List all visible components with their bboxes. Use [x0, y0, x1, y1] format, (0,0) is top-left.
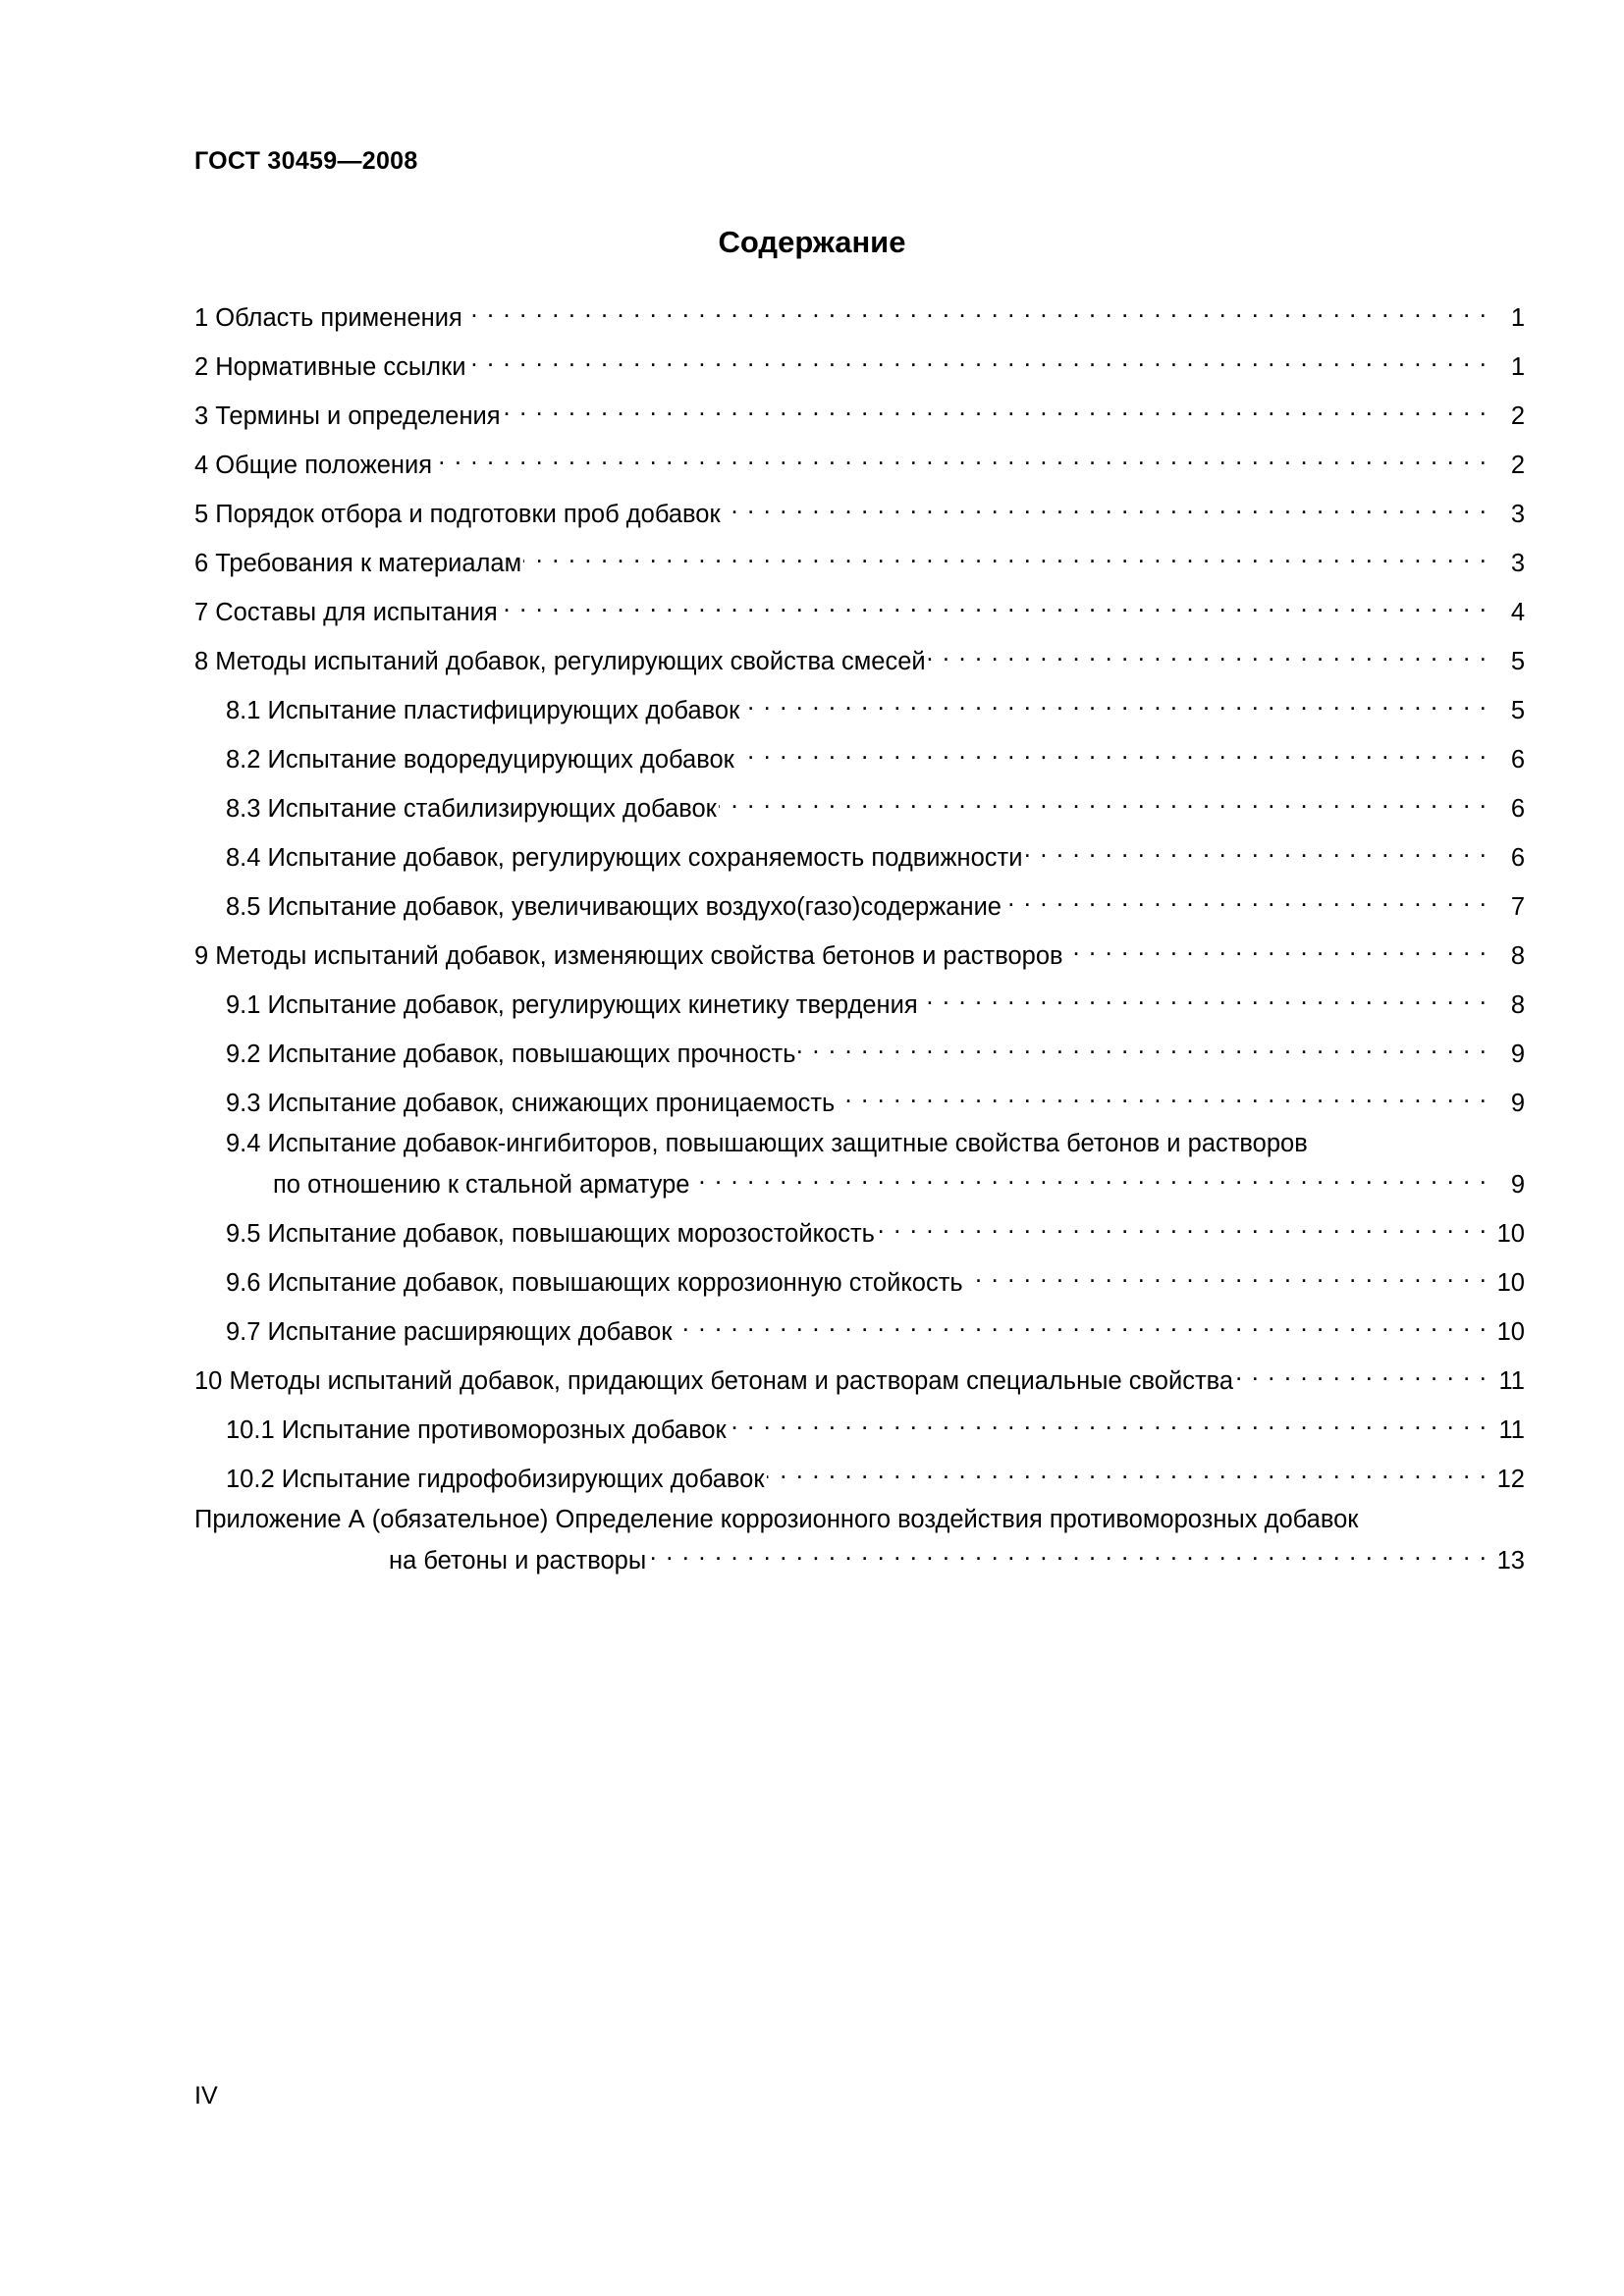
toc-entry-label: 1 Область применения [194, 304, 462, 332]
page-title: Содержание [718, 225, 906, 259]
toc-entry-label: по отношению к стальной арматуре [273, 1171, 690, 1199]
dot-leader [723, 490, 1488, 522]
toc-entry-page: 11 [1498, 1367, 1525, 1395]
toc-entry-label: 9.3 Испытание добавок, снижающих проницаемость [226, 1090, 836, 1117]
dot-leader [767, 1455, 1488, 1487]
dot-leader [1065, 932, 1488, 964]
toc-entry[interactable] [194, 588, 1525, 629]
toc-entry-label: 2 Нормативные ссылки [194, 353, 466, 381]
toc-entry[interactable] [194, 1209, 1525, 1251]
toc-entry-label: 9.1 Испытание добавок, регулирующих кинетику твердения [226, 991, 918, 1019]
toc-entry-label: 9.6 Испытание добавок, повышающих коррозионную стойкость [226, 1269, 963, 1297]
toc-entry[interactable] [194, 1258, 1525, 1300]
dot-leader [1024, 833, 1488, 866]
dot-leader [741, 686, 1488, 719]
toc-entry-label: 4 Общие положения [194, 452, 433, 479]
toc-entry[interactable] [194, 1030, 1525, 1071]
toc-entry[interactable] [194, 1455, 1525, 1496]
toc-entry-label: 8 Методы испытаний добавок, регулирующих свойства смесей [194, 648, 926, 675]
toc-entry-page: 3 [1510, 501, 1525, 528]
page-number: IV [194, 2082, 218, 2109]
toc-entry[interactable] [194, 1128, 1525, 1201]
toc-entry[interactable] [194, 735, 1525, 776]
toc-entry[interactable] [194, 932, 1525, 973]
toc-entry-page: 2 [1510, 452, 1525, 479]
dot-leader [928, 637, 1488, 669]
toc-entry[interactable] [194, 1079, 1525, 1120]
toc-entry[interactable] [194, 784, 1525, 826]
dot-leader [523, 539, 1488, 571]
toc-entry[interactable] [194, 1406, 1525, 1447]
document-code: ГОСТ 30459—2008 [194, 147, 418, 175]
dot-leader [837, 1079, 1488, 1111]
toc-entry-label: Приложение А (обязательное) Определение коррозионного воздействия противоморозных добавок [194, 1506, 1359, 1533]
toc-entry-label: 8.3 Испытание стабилизирующих добавок [226, 795, 717, 823]
dot-leader [798, 1030, 1488, 1062]
toc-entry-label: 9.4 Испытание добавок-ингибиторов, повышающих защитные свойства бетонов и растворов [226, 1130, 1308, 1157]
toc-entry-page: 6 [1510, 746, 1525, 774]
toc-entry-page: 10 [1496, 1269, 1525, 1297]
toc-entry-label: 8.1 Испытание пластифицирующих добавок [226, 697, 740, 724]
toc-entry-page: 6 [1510, 795, 1525, 823]
toc-entry[interactable] [194, 441, 1525, 482]
toc-entry-page: 4 [1510, 599, 1525, 626]
toc-entry-page: 2 [1510, 402, 1525, 430]
toc-entry-page: 6 [1510, 844, 1525, 872]
dot-leader [729, 1406, 1488, 1438]
toc-entry-label: 10.2 Испытание гидрофобизирующих добавок [226, 1466, 765, 1493]
toc-entry-label: 8.4 Испытание добавок, регулирующих сохраняемость подвижности [226, 844, 1023, 872]
dot-leader [503, 392, 1488, 424]
toc-entry[interactable] [194, 539, 1525, 580]
toc-entry-page: 12 [1496, 1466, 1525, 1493]
dot-leader [719, 784, 1488, 817]
toc-entry[interactable] [194, 392, 1525, 433]
toc-entry-page: 7 [1510, 893, 1525, 921]
dot-leader [1003, 882, 1488, 915]
toc-entry-label: 7 Составы для испытания [194, 599, 498, 626]
dot-leader [877, 1209, 1488, 1242]
toc-entry[interactable] [194, 490, 1525, 531]
dot-leader [920, 981, 1488, 1013]
dot-leader [736, 735, 1488, 768]
toc-entry-label: 9 Методы испытаний добавок, изменяющих свойства бетонов и растворов [194, 942, 1063, 970]
toc-entry-page: 8 [1510, 991, 1525, 1019]
dot-leader [500, 588, 1488, 620]
toc-entry-label: 9.5 Испытание добавок, повышающих морозостойкость [226, 1220, 875, 1248]
toc-entry[interactable] [194, 1308, 1525, 1349]
toc-entry-label: 10 Методы испытаний добавок, придающих бетонам и растворам специальные свойства [194, 1367, 1234, 1395]
toc-entry[interactable] [194, 343, 1525, 384]
dot-leader [1235, 1357, 1488, 1389]
dot-leader [691, 1160, 1488, 1193]
toc-entry-page: 9 [1510, 1171, 1525, 1199]
toc-entry-label: 3 Термины и определения [194, 402, 501, 430]
toc-entry[interactable] [194, 294, 1525, 335]
toc-entry-label: на бетоны и растворы [389, 1547, 647, 1575]
dot-leader [467, 343, 1488, 375]
toc-entry-label: 9.2 Испытание добавок, повышающих прочность [226, 1041, 796, 1068]
toc-entry-page: 5 [1510, 697, 1525, 724]
toc-entry-label: 5 Порядок отбора и подготовки проб добавок [194, 501, 721, 528]
toc-entry[interactable] [194, 882, 1525, 924]
toc-entry[interactable] [194, 1504, 1525, 1577]
toc-entry-page: 3 [1510, 550, 1525, 577]
toc-entry-label: 9.7 Испытание расширяющих добавок [226, 1318, 673, 1346]
dot-leader [464, 294, 1488, 326]
toc-entry-page: 11 [1498, 1416, 1525, 1444]
toc-entry-label: 10.1 Испытание противоморозных добавок [226, 1416, 727, 1444]
table-of-contents [194, 294, 1525, 1585]
toc-entry-page: 8 [1510, 942, 1525, 970]
toc-entry-page: 1 [1510, 304, 1525, 332]
toc-entry[interactable] [194, 981, 1525, 1022]
toc-entry-page: 5 [1510, 648, 1525, 675]
toc-entry[interactable] [194, 1357, 1525, 1398]
toc-entry-label: 8.5 Испытание добавок, увеличивающих воздухо(газо)содержание [226, 893, 1001, 921]
dot-leader [434, 441, 1488, 473]
toc-entry-page: 13 [1496, 1547, 1525, 1575]
dot-leader [648, 1536, 1488, 1569]
toc-entry-page: 1 [1510, 353, 1525, 381]
toc-entry-page: 10 [1496, 1318, 1525, 1346]
toc-entry-page: 9 [1510, 1041, 1525, 1068]
toc-entry-label: 6 Требования к материалам [194, 550, 522, 577]
dot-leader [674, 1308, 1488, 1340]
toc-entry[interactable] [194, 686, 1525, 727]
dot-leader [965, 1258, 1488, 1291]
toc-entry[interactable] [194, 833, 1525, 875]
toc-entry-page: 9 [1510, 1090, 1525, 1117]
toc-entry-page: 10 [1496, 1220, 1525, 1248]
toc-entry[interactable] [194, 637, 1525, 678]
toc-entry-label: 8.2 Испытание водоредуцирующих добавок [226, 746, 734, 774]
